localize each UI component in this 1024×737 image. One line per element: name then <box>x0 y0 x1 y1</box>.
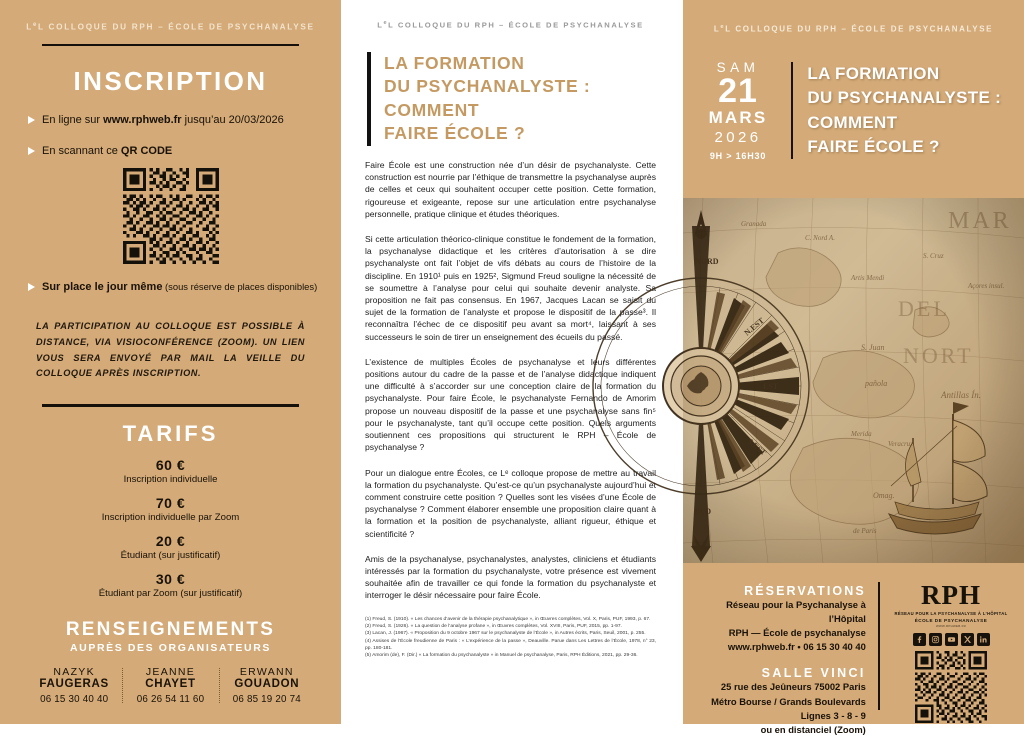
venue-line: ou en distanciel (Zoom) <box>760 723 866 735</box>
venue-line: Métro Bourse / Grands Boulevards <box>711 695 866 707</box>
contact-phone[interactable]: 06 15 30 40 40 <box>40 693 109 705</box>
map-svg <box>683 198 1024 563</box>
bullet-online-pre: En ligne sur <box>42 114 104 127</box>
footnote-item: (4) Assises de l’École freudienne de Paris : « L’expérience de la passe », Deauville. Parue dans Les Lettres de l’École, 1978, n° 23, pp. 180-181. <box>365 638 656 651</box>
contact-firstname: NAZYK <box>53 665 95 678</box>
contact-phone[interactable]: 06 85 19 20 74 <box>232 693 301 705</box>
youtube-icon[interactable] <box>945 633 958 646</box>
venue-line: Lignes 3 - 8 - 9 <box>800 709 866 721</box>
contact-item <box>122 666 218 705</box>
bullet-qrcode <box>22 144 319 159</box>
date-month: MARS <box>708 108 768 128</box>
left-kicker: LeL COLLOQUE DU RPH – ÉCOLE DE PSYCHANALYSE <box>26 22 315 32</box>
hero-title-line: LA FORMATION <box>807 64 940 84</box>
body-paragraph: Amis de la psychanalyse, psychanalystes, analystes, cliniciens et étudiants intéressés par la formation du psychanalyste, votre présence est vivement souhaitée afin de travailler ce qui fonde la formation du psychanalyste et interroger le désir nécessaire pour faire École. <box>365 553 656 601</box>
reservations-line: Réseau pour la Psychanalyse à l’Hôpital <box>726 599 866 625</box>
kicker-superscript: e <box>720 24 726 30</box>
body-paragraph: Pour un dialogue entre Écoles, ce Lᵉ colloque propose de mettre au travail la formation du psychanalyste. Qu’est-ce qu’un psychanalyste aujourd’hui et comment construire cette position ? Quelles sont les visées d’une École de psychanalyse ? Comment élaborer ensemble une proposition claire quant à la formation et la position de psychanalyste, alliant rigueur, éthique et scientificité ? <box>365 467 656 539</box>
tarif-item <box>22 495 319 523</box>
triangle-bullet-icon <box>28 283 35 291</box>
body-paragraph: L’existence de multiples Écoles de psychanalyse et leurs différentes positions autour du cadre de la passe et de l’analyse didactique indiquent une difficulté à s’accorder sur une conception claire de la formation du psychanalyste. Pour faire École, le psychanalyste Fernando de Amorim propose un nouveau dispositif de la passe et une psychanalyse sans fin⁵ pour le psychanalyste, tant qu’il occupe cette position. Quels arguments soutiennent ces propositions qui structurent le RPH – École de psychanalyse ? <box>365 356 656 453</box>
qr-code-icon[interactable] <box>123 168 219 264</box>
tarif-label: Étudiant par Zoom (sur justificatif) <box>98 587 243 599</box>
tarif-amount: 70 € <box>155 494 186 511</box>
bullet-online <box>22 113 319 128</box>
rph-logo-subtitle-1: RÉSEAU POUR LA PSYCHANALYSE À L’HÔPITAL <box>894 611 1008 616</box>
bullet-onsite-post: (sous réserve de places disponibles) <box>162 281 318 293</box>
x-icon[interactable] <box>961 633 974 646</box>
hero-title-line: FAIRE ÉCOLE ? <box>807 136 940 156</box>
body-paragraph: Faire École est une construction née d’un désir de psychanalyste. Cette construction est nourrie par l’éthique de transmettre la psychanalyse auprès de celles et ceux qui souhaitent occuper cette position. Cette formation, rigoureuse et exigeante, repose sur une articulation entre psychanalyse personnelle, pratique clinique et études théoriques. <box>365 160 656 219</box>
reservations-line: RPH — École de psychanalyse <box>728 627 866 639</box>
bullet-qr-pre: En scannant ce <box>42 145 121 158</box>
tarif-amount: 60 € <box>155 456 186 473</box>
rph-logo: RPH <box>921 580 981 610</box>
bullet-online-post: jusqu’au 20/03/2026 <box>181 114 284 127</box>
middle-title-block <box>365 52 656 147</box>
footnote-item: (5) Amorim (de), F. (Dir.) « La formation du psychanalyste » in Manuel de psychanalyse, Paris, RPH Éditions, 2021, pp. 29-36. <box>365 653 638 659</box>
middle-kicker-text: L COLLOQUE DU RPH – ÉCOLE DE PSYCHANALYSE <box>388 20 644 30</box>
page-title-inscription: INSCRIPTION <box>73 66 268 97</box>
tarif-amount: 20 € <box>155 532 186 549</box>
right-kicker: LeL COLLOQUE DU RPH – ÉCOLE DE PSYCHANALYSE <box>713 24 994 34</box>
divider-top <box>42 44 299 47</box>
left-panel <box>0 0 341 724</box>
middle-title-line: COMMENT <box>384 99 480 120</box>
reservations-heading: RÉSERVATIONS <box>744 584 866 598</box>
contact-lastname: CHAYET <box>145 677 196 690</box>
divider-tarifs <box>42 404 299 407</box>
footnote-item: (2) Freud, S. (1926). « La question de l’analyse profane », in Œuvres complètes, Vol. XVIII, Paris, PUF, 2015, pp. 1-97. <box>365 623 622 629</box>
bullet-online-text <box>42 113 284 128</box>
tarif-label: Inscription individuelle <box>123 473 218 485</box>
logo-block <box>892 578 1010 724</box>
qr-code-icon[interactable] <box>915 651 987 723</box>
footnote-item: (3) Lacan, J. (1967). « Proposition du 9 octobre 1967 sur le psychanalyste de l’École », in Autres écrits, Paris, Seuil, 2001, p. 255. <box>365 631 646 637</box>
triangle-bullet-icon <box>28 116 35 124</box>
contact-phone[interactable]: 06 26 54 11 60 <box>136 693 205 705</box>
contact-item <box>219 666 315 705</box>
social-links <box>892 633 1010 646</box>
date-daynumber: 21 <box>718 71 758 110</box>
tarif-item <box>22 533 319 561</box>
hero-block <box>683 34 1024 162</box>
kicker-superscript: e <box>383 20 389 26</box>
bullet-onsite-text <box>42 280 317 295</box>
renseignements-subtitle: AUPRÈS DES ORGANISATEURS <box>70 641 271 654</box>
middle-title-line: LA FORMATION <box>384 52 525 73</box>
hero-title <box>807 62 1001 159</box>
right-panel <box>683 0 1024 735</box>
instagram-icon[interactable] <box>929 633 942 646</box>
tarif-item <box>22 571 319 599</box>
tarif-amount: 30 € <box>155 570 186 587</box>
venue-line: 25 rue des Jeûneurs 75002 Paris <box>720 681 866 693</box>
contact-firstname: ERWANN <box>239 665 294 678</box>
triangle-bullet-icon <box>28 147 35 155</box>
distance-note: LA PARTICIPATION AU COLLOQUE EST POSSIBLE À DISTANCE, VIA VISIOCONFÉRENCE (ZOOM). UN LIEN VOUS SERA ENVOYÉ PAR MAIL LA VEILLE DU COLLOQUE APRÈS INSCRIPTION. <box>36 320 305 379</box>
reservations-text <box>697 578 866 735</box>
qr-code-wrapper <box>22 168 319 264</box>
website-link[interactable]: www.rphweb.fr <box>103 114 182 127</box>
left-kicker-text: L COLLOQUE DU RPH – ÉCOLE DE PSYCHANALYSE <box>38 22 315 32</box>
date-year: 2026 <box>714 129 762 147</box>
bullet-onsite <box>22 280 319 295</box>
bullet-qr-bold: QR CODE <box>120 145 173 158</box>
linkedin-icon[interactable] <box>977 633 990 646</box>
reservations-website-phone[interactable]: www.rphweb.fr • 06 15 30 40 40 <box>727 641 866 653</box>
contact-lastname: GOUADON <box>234 677 300 690</box>
footnotes <box>365 616 656 660</box>
contacts-list <box>22 666 319 705</box>
section-title-renseignements: RENSEIGNEMENTS <box>65 618 276 640</box>
footnote-item: (1) Freud, S. (1910). « Les chances d’avenir de la thérapie psychanalytique », in Œuvres complètes, Vol. X, Paris, PUF, 1993, p. 67. <box>365 616 651 622</box>
right-kicker-text: L COLLOQUE DU RPH – ÉCOLE DE PSYCHANALYSE <box>725 24 994 34</box>
body-paragraph: Si cette articulation théorico-clinique constitue le fondement de la formation, la psychanalyse didactique et les critères d’autorisation à se dire psychanalyste ont fait l’objet de vifs débats au cours de l’histoire de la discipline. En 1910¹ puis en 1925², Sigmund Freud souligne la nécessité de se soumettre à l’analyse pour celui qui souhaite devenir analyste. Sa proposition ne fait pas consensus. En 1967, Jacques Lacan se saisit du sujet de la formation de l’analyste et propose le dispositif de la passe³. Il reconnaîtra l’échec de ce dispositif peu avant sa mort⁴, laissant à ses successeurs le soin de tirer un enseignement des écueils du passé. <box>365 234 656 342</box>
middle-title-line: DU PSYCHANALYSTE : <box>384 76 591 97</box>
kicker-superscript: e <box>32 22 39 28</box>
venue-heading: SALLE VINCI <box>761 666 866 681</box>
date-dayname: SAM <box>716 59 760 75</box>
contact-item <box>26 666 122 705</box>
tarif-item <box>22 457 319 485</box>
reservations-area <box>683 570 1024 735</box>
tarif-label: Étudiant (sur justificatif) <box>120 549 221 561</box>
hero-title-line: DU PSYCHANALYSTE : <box>807 88 1002 108</box>
antique-map-illustration <box>683 198 1024 563</box>
middle-panel <box>341 0 683 724</box>
rph-logo-subtitle-2: ÉCOLE DE PSYCHANALYSE <box>914 617 988 623</box>
rph-logo-url: WWW.RPHWEB.FR <box>935 624 967 628</box>
title-accent-bar <box>367 52 371 147</box>
hero-divider <box>791 62 793 160</box>
tarif-label: Inscription individuelle par Zoom <box>101 511 240 523</box>
contact-firstname: JEANNE <box>145 665 196 678</box>
bullet-qrcode-text <box>42 144 172 159</box>
facebook-icon[interactable] <box>913 633 926 646</box>
middle-kicker: LeL COLLOQUE DU RPH – ÉCOLE DE PSYCHANALYSE <box>377 20 644 30</box>
middle-title <box>384 52 590 147</box>
contact-lastname: FAUGERAS <box>39 677 109 690</box>
section-title-tarifs: TARIFS <box>122 420 219 446</box>
reservations-divider <box>878 582 880 710</box>
bullet-onsite-bold: Sur place le jour même <box>42 281 163 294</box>
event-date <box>699 60 777 162</box>
middle-title-line: FAIRE ÉCOLE ? <box>384 123 526 144</box>
date-hours: 9H > 16H30 <box>709 151 767 162</box>
hero-title-line: COMMENT <box>807 112 898 132</box>
